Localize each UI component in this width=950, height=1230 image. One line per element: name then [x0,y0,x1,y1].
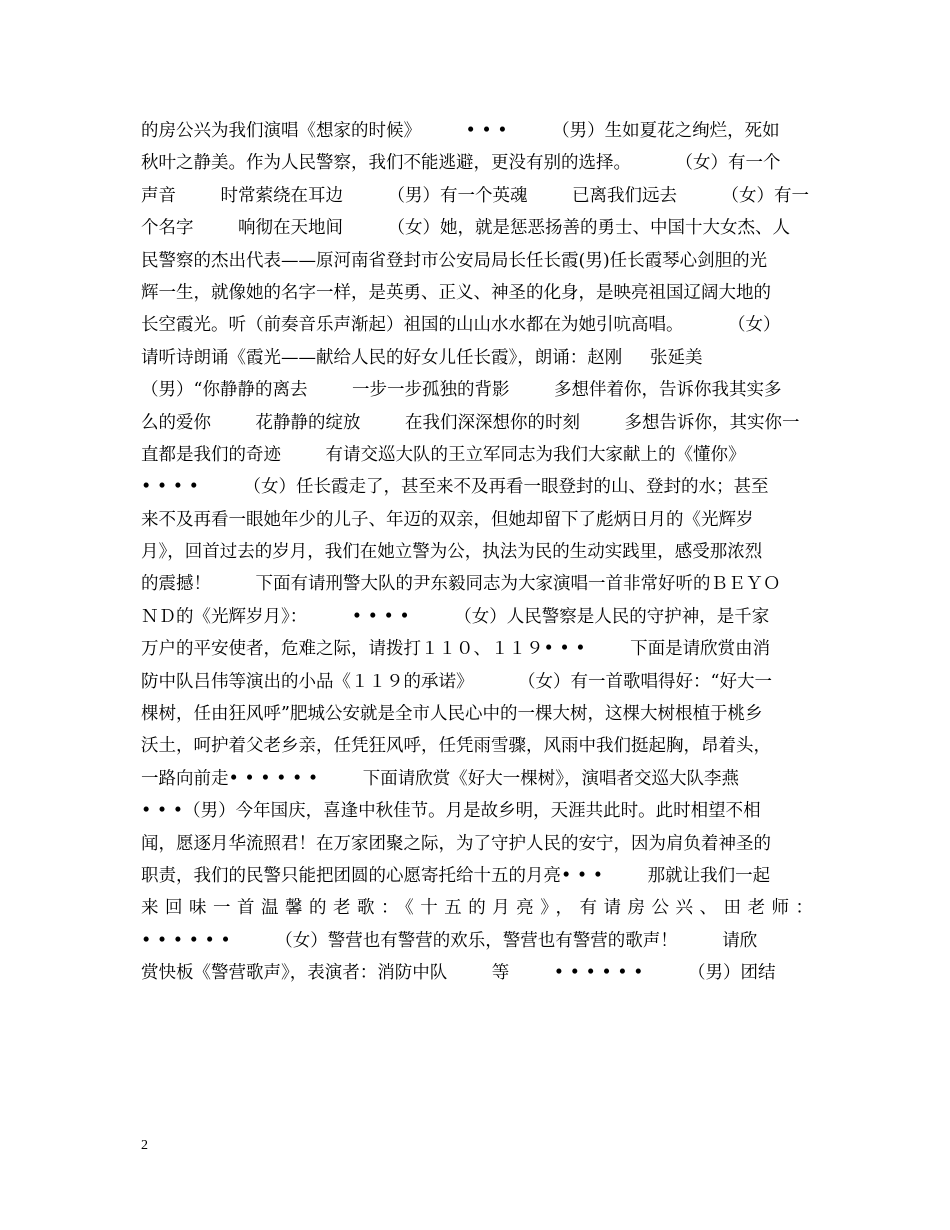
text-line-11: 直都是我们的奇迹 有请交巡大队的王立军同志为我们大家献上的《懂你》 [141,444,746,465]
text-line-19: 棵树，任由狂风呼”肥城公安就是全市人民心中的一棵大树，这棵大树根植于桃乡 [141,704,763,725]
text-line-22: • • •（男）今年国庆，喜逢中秋佳节。月是故乡明，天涯共此时。此时相望不相 [141,801,761,822]
text-line-25: 来回味一首温馨的老歌：《十五的月亮》，有请房公兴、田老师： [141,898,813,919]
text-line-21: 一路向前走• • • • • • 下面请欣赏《好大一棵树》，演唱者交巡大队李燕 [141,768,739,789]
text-line-26: • • • • • • （女）警营也有警营的欢乐，警营也有警营的歌声！ 请欣 [141,930,758,951]
text-line-12: • • • • （女）任长霞走了，甚至来不及再看一眼登封的山、登封的水；甚至 [141,477,769,498]
text-line-4: 个名字 响彻在天地间 （女）她，就是惩恶扬善的勇士、中国十大女杰、人 [141,218,791,239]
page-number: 2 [141,1138,148,1153]
text-line-9: （男）“你静静的离去 一步一步孤独的背影 多想伴着你，告诉你我其实多 [141,380,782,401]
text-line-3: 声音 时常萦绕在耳边 （男）有一个英魂 已离我们远去 （女）有一 [141,185,810,206]
text-line-6: 辉一生，就像她的名字一样，是英勇、正义、神圣的化身，是映亮祖国辽阔大地的 [141,282,771,303]
text-line-13: 来不及再看一眼她年少的儿子、年迈的双亲，但她却留下了彪炳日月的《光辉岁 [141,509,754,530]
text-line-23: 闻，愿逐月华流照君！在万家团聚之际，为了守护人民的安宁，因为肩负着神圣的 [141,833,771,854]
text-line-27: 赏快板《警营歌声》，表演者：消防中队 等 • • • • • • （男）团结 [141,963,776,984]
text-line-16: ＮＤ的《光辉岁月》： • • • • （女）人民警察是人民的守护神，是千家 [141,606,770,627]
text-line-24: 职责，我们的民警只能把团圆的心愿寄托给十五的月亮• • • 那就让我们一起 [141,865,771,886]
text-line-17: 万户的平安使者，危难之际，请拨打１１０、１１９• • • 下面是请欣赏由消 [141,639,771,660]
text-line-18: 防中队吕伟等演出的小品《１１９的承诺》 （女）有一首歌唱得好：“好大一 [141,671,772,692]
text-line-7: 长空霞光。听（前奏音乐声渐起）祖国的山山水水都在为她引吭高唱。 （女） [141,315,781,336]
text-line-1: 的房公兴为我们演唱《想家的时候》 • • • （男）生如夏花之绚烂，死如 [141,121,780,141]
body-text [141,115,813,990]
text-line-20: 沃土，呵护着父老乡亲，任凭狂风呼，任凭雨雪骤，风雨中我们挺起胸，昂着头， [141,736,771,757]
text-line-2: 秋叶之静美。作为人民警察，我们不能逃避，更没有别的选择。 （女）有一个 [141,153,781,174]
text-line-5: 民警察的杰出代表——原河南省登封市公安局局长任长霞(男)任长霞琴心剑胆的光 [141,250,768,271]
text-line-8: 请听诗朗诵《霞光——献给人民的好女儿任长霞》，朗诵：赵刚 张延美 [141,347,703,368]
text-line-14: 月》，回首过去的岁月，我们在她立警为公，执法为民的生动实践里，感受那浓烈 [141,542,763,563]
text-line-15: 的震撼！ 下面有请刑警大队的尹东毅同志为大家演唱一首非常好听的ＢＥＹＯ [141,574,781,595]
text-line-10: 么的爱你 花静静的绽放 在我们深深想你的时刻 多想告诉你，其实你一 [141,412,800,433]
